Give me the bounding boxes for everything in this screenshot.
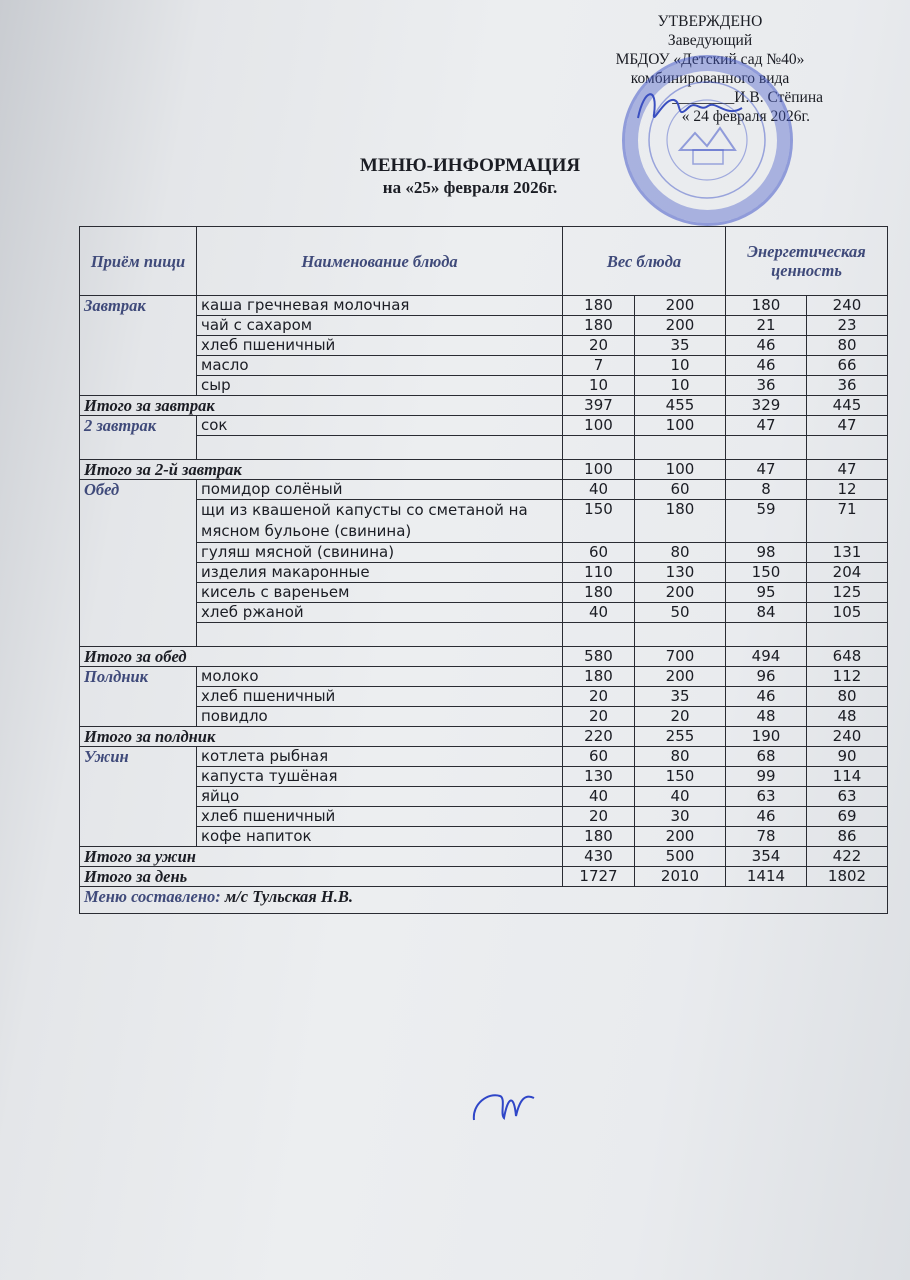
weight-1: 100	[563, 416, 635, 436]
weight-2: 200	[635, 827, 726, 847]
table-row	[80, 687, 888, 707]
energy-1: 68	[726, 747, 807, 767]
dish-name: хлеб пшеничный	[197, 336, 563, 356]
approval-date: « 24 февраля 2026г.	[681, 108, 810, 125]
weight-2: 200	[635, 296, 726, 316]
total-lunch-label: Итого за обед	[80, 647, 563, 667]
energy-2: 63	[807, 787, 888, 807]
energy-1: 46	[726, 807, 807, 827]
meal-breakfast: Завтрак	[80, 296, 197, 396]
header-energy: Энергетическая ценность	[726, 227, 888, 296]
approval-org: МБДОУ «Детский сад №40»	[615, 51, 805, 68]
table-row	[80, 480, 888, 500]
weight-2: 180	[635, 500, 726, 543]
table-row	[80, 296, 888, 316]
energy-1: 46	[726, 356, 807, 376]
dish-name: гуляш мясной (свинина)	[197, 543, 563, 563]
total-row	[80, 727, 888, 747]
weight-2: 150	[635, 767, 726, 787]
energy-2: 80	[807, 336, 888, 356]
dish-name: чай с сахаром	[197, 316, 563, 336]
chief-signature-icon	[630, 78, 750, 138]
weight-2: 80	[635, 747, 726, 767]
dish-name: хлеб пшеничный	[197, 687, 563, 707]
dish-name: щи из квашеной капусты со сметаной на мясном бульоне (свинина)	[197, 500, 563, 543]
dish-name: сыр	[197, 376, 563, 396]
weight-1: 150	[563, 500, 635, 543]
footer-cell	[80, 887, 888, 914]
energy-2: 23	[807, 316, 888, 336]
dish-name: котлета рыбная	[197, 747, 563, 767]
weight-2: 100	[635, 416, 726, 436]
day-total-row	[80, 867, 888, 887]
weight-2: 50	[635, 603, 726, 623]
energy-1: 48	[726, 707, 807, 727]
energy-1: 78	[726, 827, 807, 847]
total-energy-1: 47	[726, 460, 807, 480]
total-energy-2: 1802	[807, 867, 888, 887]
weight-1: 60	[563, 543, 635, 563]
total-dinner-label: Итого за ужин	[80, 847, 563, 867]
energy-1: 46	[726, 687, 807, 707]
empty-cell	[197, 436, 563, 460]
table-row	[80, 316, 888, 336]
total-energy-2: 47	[807, 460, 888, 480]
total-energy-1: 494	[726, 647, 807, 667]
dish-name: каша гречневая молочная	[197, 296, 563, 316]
weight-2: 35	[635, 336, 726, 356]
weight-1: 7	[563, 356, 635, 376]
energy-2: 80	[807, 687, 888, 707]
weight-2: 200	[635, 583, 726, 603]
total-row	[80, 847, 888, 867]
energy-1: 47	[726, 416, 807, 436]
table-row	[80, 603, 888, 623]
empty-row	[80, 436, 888, 460]
footer-row	[80, 887, 888, 914]
meal-lunch: Обед	[80, 480, 197, 647]
empty-cell	[807, 623, 888, 647]
energy-1: 99	[726, 767, 807, 787]
table-row	[80, 563, 888, 583]
total-energy-2: 445	[807, 396, 888, 416]
header-weight: Вес блюда	[563, 227, 726, 296]
dish-name: яйцо	[197, 787, 563, 807]
dish-name: капуста тушёная	[197, 767, 563, 787]
weight-1: 110	[563, 563, 635, 583]
total-energy-2: 422	[807, 847, 888, 867]
table-row	[80, 807, 888, 827]
weight-1: 180	[563, 667, 635, 687]
weight-1: 40	[563, 603, 635, 623]
total-breakfast-label: Итого за завтрак	[80, 396, 563, 416]
energy-2: 86	[807, 827, 888, 847]
weight-1: 180	[563, 296, 635, 316]
empty-row	[80, 623, 888, 647]
approval-heading: УТВЕРЖДЕНО	[657, 13, 763, 30]
weight-1: 60	[563, 747, 635, 767]
meal-dinner: Ужин	[80, 747, 197, 847]
empty-cell	[635, 623, 726, 647]
energy-1: 59	[726, 500, 807, 543]
weight-1: 20	[563, 807, 635, 827]
energy-1: 8	[726, 480, 807, 500]
energy-2: 112	[807, 667, 888, 687]
dish-name: масло	[197, 356, 563, 376]
total-snack-label: Итого за полдник	[80, 727, 563, 747]
total-row	[80, 460, 888, 480]
total-energy-1: 1414	[726, 867, 807, 887]
document-title	[300, 155, 640, 199]
total-weight-1: 1727	[563, 867, 635, 887]
table-row	[80, 356, 888, 376]
weight-1: 40	[563, 787, 635, 807]
dish-name: повидло	[197, 707, 563, 727]
total-row	[80, 647, 888, 667]
energy-1: 63	[726, 787, 807, 807]
approval-org-type: комбинированного вида	[630, 70, 790, 87]
weight-1: 20	[563, 707, 635, 727]
energy-2: 48	[807, 707, 888, 727]
weight-2: 20	[635, 707, 726, 727]
total-row	[80, 396, 888, 416]
dish-name: кофе напиток	[197, 827, 563, 847]
energy-2: 114	[807, 767, 888, 787]
footer-label: Меню составлено:	[84, 887, 221, 906]
energy-2: 36	[807, 376, 888, 396]
empty-cell	[635, 436, 726, 460]
approval-signature-name: ________И.В. Стёпина	[672, 89, 823, 106]
total-energy-2: 648	[807, 647, 888, 667]
title-line: МЕНЮ-ИНФОРМАЦИЯ	[359, 155, 581, 176]
total-weight-2: 2010	[635, 867, 726, 887]
author-signature-icon	[470, 1088, 540, 1124]
dish-name: сок	[197, 416, 563, 436]
table-row	[80, 376, 888, 396]
weight-2: 40	[635, 787, 726, 807]
header-dish: Наименование блюда	[197, 227, 563, 296]
energy-2: 131	[807, 543, 888, 563]
weight-2: 10	[635, 356, 726, 376]
table-row	[80, 667, 888, 687]
weight-2: 200	[635, 316, 726, 336]
weight-1: 180	[563, 316, 635, 336]
total-weight-2: 255	[635, 727, 726, 747]
weight-1: 180	[563, 583, 635, 603]
energy-1: 84	[726, 603, 807, 623]
table-row	[80, 747, 888, 767]
total-day-label: Итого за день	[80, 867, 563, 887]
approval-position: Заведующий	[667, 32, 753, 49]
weight-1: 180	[563, 827, 635, 847]
energy-2: 66	[807, 356, 888, 376]
table-row	[80, 767, 888, 787]
energy-2: 12	[807, 480, 888, 500]
empty-cell	[807, 436, 888, 460]
energy-1: 21	[726, 316, 807, 336]
energy-1: 36	[726, 376, 807, 396]
total-energy-1: 354	[726, 847, 807, 867]
energy-1: 46	[726, 336, 807, 356]
weight-1: 20	[563, 687, 635, 707]
empty-cell	[197, 623, 563, 647]
total-weight-1: 220	[563, 727, 635, 747]
table-row	[80, 500, 888, 543]
title-date: на «25» февраля 2026г.	[382, 178, 558, 197]
total-energy-1: 190	[726, 727, 807, 747]
dish-name: изделия макаронные	[197, 563, 563, 583]
weight-2: 35	[635, 687, 726, 707]
total-weight-1: 580	[563, 647, 635, 667]
table-row	[80, 543, 888, 563]
total-weight-2: 455	[635, 396, 726, 416]
table-row	[80, 583, 888, 603]
energy-1: 95	[726, 583, 807, 603]
table-row	[80, 827, 888, 847]
dish-name: молоко	[197, 667, 563, 687]
empty-cell	[563, 623, 635, 647]
energy-1: 150	[726, 563, 807, 583]
table-row	[80, 707, 888, 727]
total-weight-1: 100	[563, 460, 635, 480]
weight-2: 10	[635, 376, 726, 396]
empty-cell	[726, 436, 807, 460]
energy-2: 105	[807, 603, 888, 623]
footer-author: м/с Тульская Н.В.	[224, 887, 354, 906]
empty-cell	[726, 623, 807, 647]
dish-name: хлеб пшеничный	[197, 807, 563, 827]
weight-1: 40	[563, 480, 635, 500]
table-row	[80, 336, 888, 356]
table-row	[80, 416, 888, 436]
weight-2: 80	[635, 543, 726, 563]
energy-2: 90	[807, 747, 888, 767]
energy-2: 125	[807, 583, 888, 603]
weight-1: 130	[563, 767, 635, 787]
weight-2: 130	[635, 563, 726, 583]
dish-name: кисель с вареньем	[197, 583, 563, 603]
weight-1: 20	[563, 336, 635, 356]
energy-2: 69	[807, 807, 888, 827]
energy-2: 240	[807, 296, 888, 316]
weight-1: 10	[563, 376, 635, 396]
total-weight-2: 500	[635, 847, 726, 867]
total-weight-2: 700	[635, 647, 726, 667]
weight-2: 30	[635, 807, 726, 827]
total-weight-1: 430	[563, 847, 635, 867]
dish-name: помидор солёный	[197, 480, 563, 500]
energy-1: 180	[726, 296, 807, 316]
energy-1: 98	[726, 543, 807, 563]
empty-cell	[563, 436, 635, 460]
total-weight-1: 397	[563, 396, 635, 416]
weight-2: 60	[635, 480, 726, 500]
dish-name: хлеб ржаной	[197, 603, 563, 623]
menu-table	[79, 226, 888, 914]
total-energy-2: 240	[807, 727, 888, 747]
energy-2: 71	[807, 500, 888, 543]
energy-1: 96	[726, 667, 807, 687]
total-weight-2: 100	[635, 460, 726, 480]
header-meal: Приём пищи	[80, 227, 197, 296]
energy-2: 47	[807, 416, 888, 436]
table-row	[80, 787, 888, 807]
total-breakfast2-label: Итого за 2-й завтрак	[80, 460, 563, 480]
total-energy-1: 329	[726, 396, 807, 416]
meal-breakfast2: 2 завтрак	[80, 416, 197, 460]
meal-snack: Полдник	[80, 667, 197, 727]
energy-2: 204	[807, 563, 888, 583]
table-header-row	[80, 227, 888, 296]
weight-2: 200	[635, 667, 726, 687]
